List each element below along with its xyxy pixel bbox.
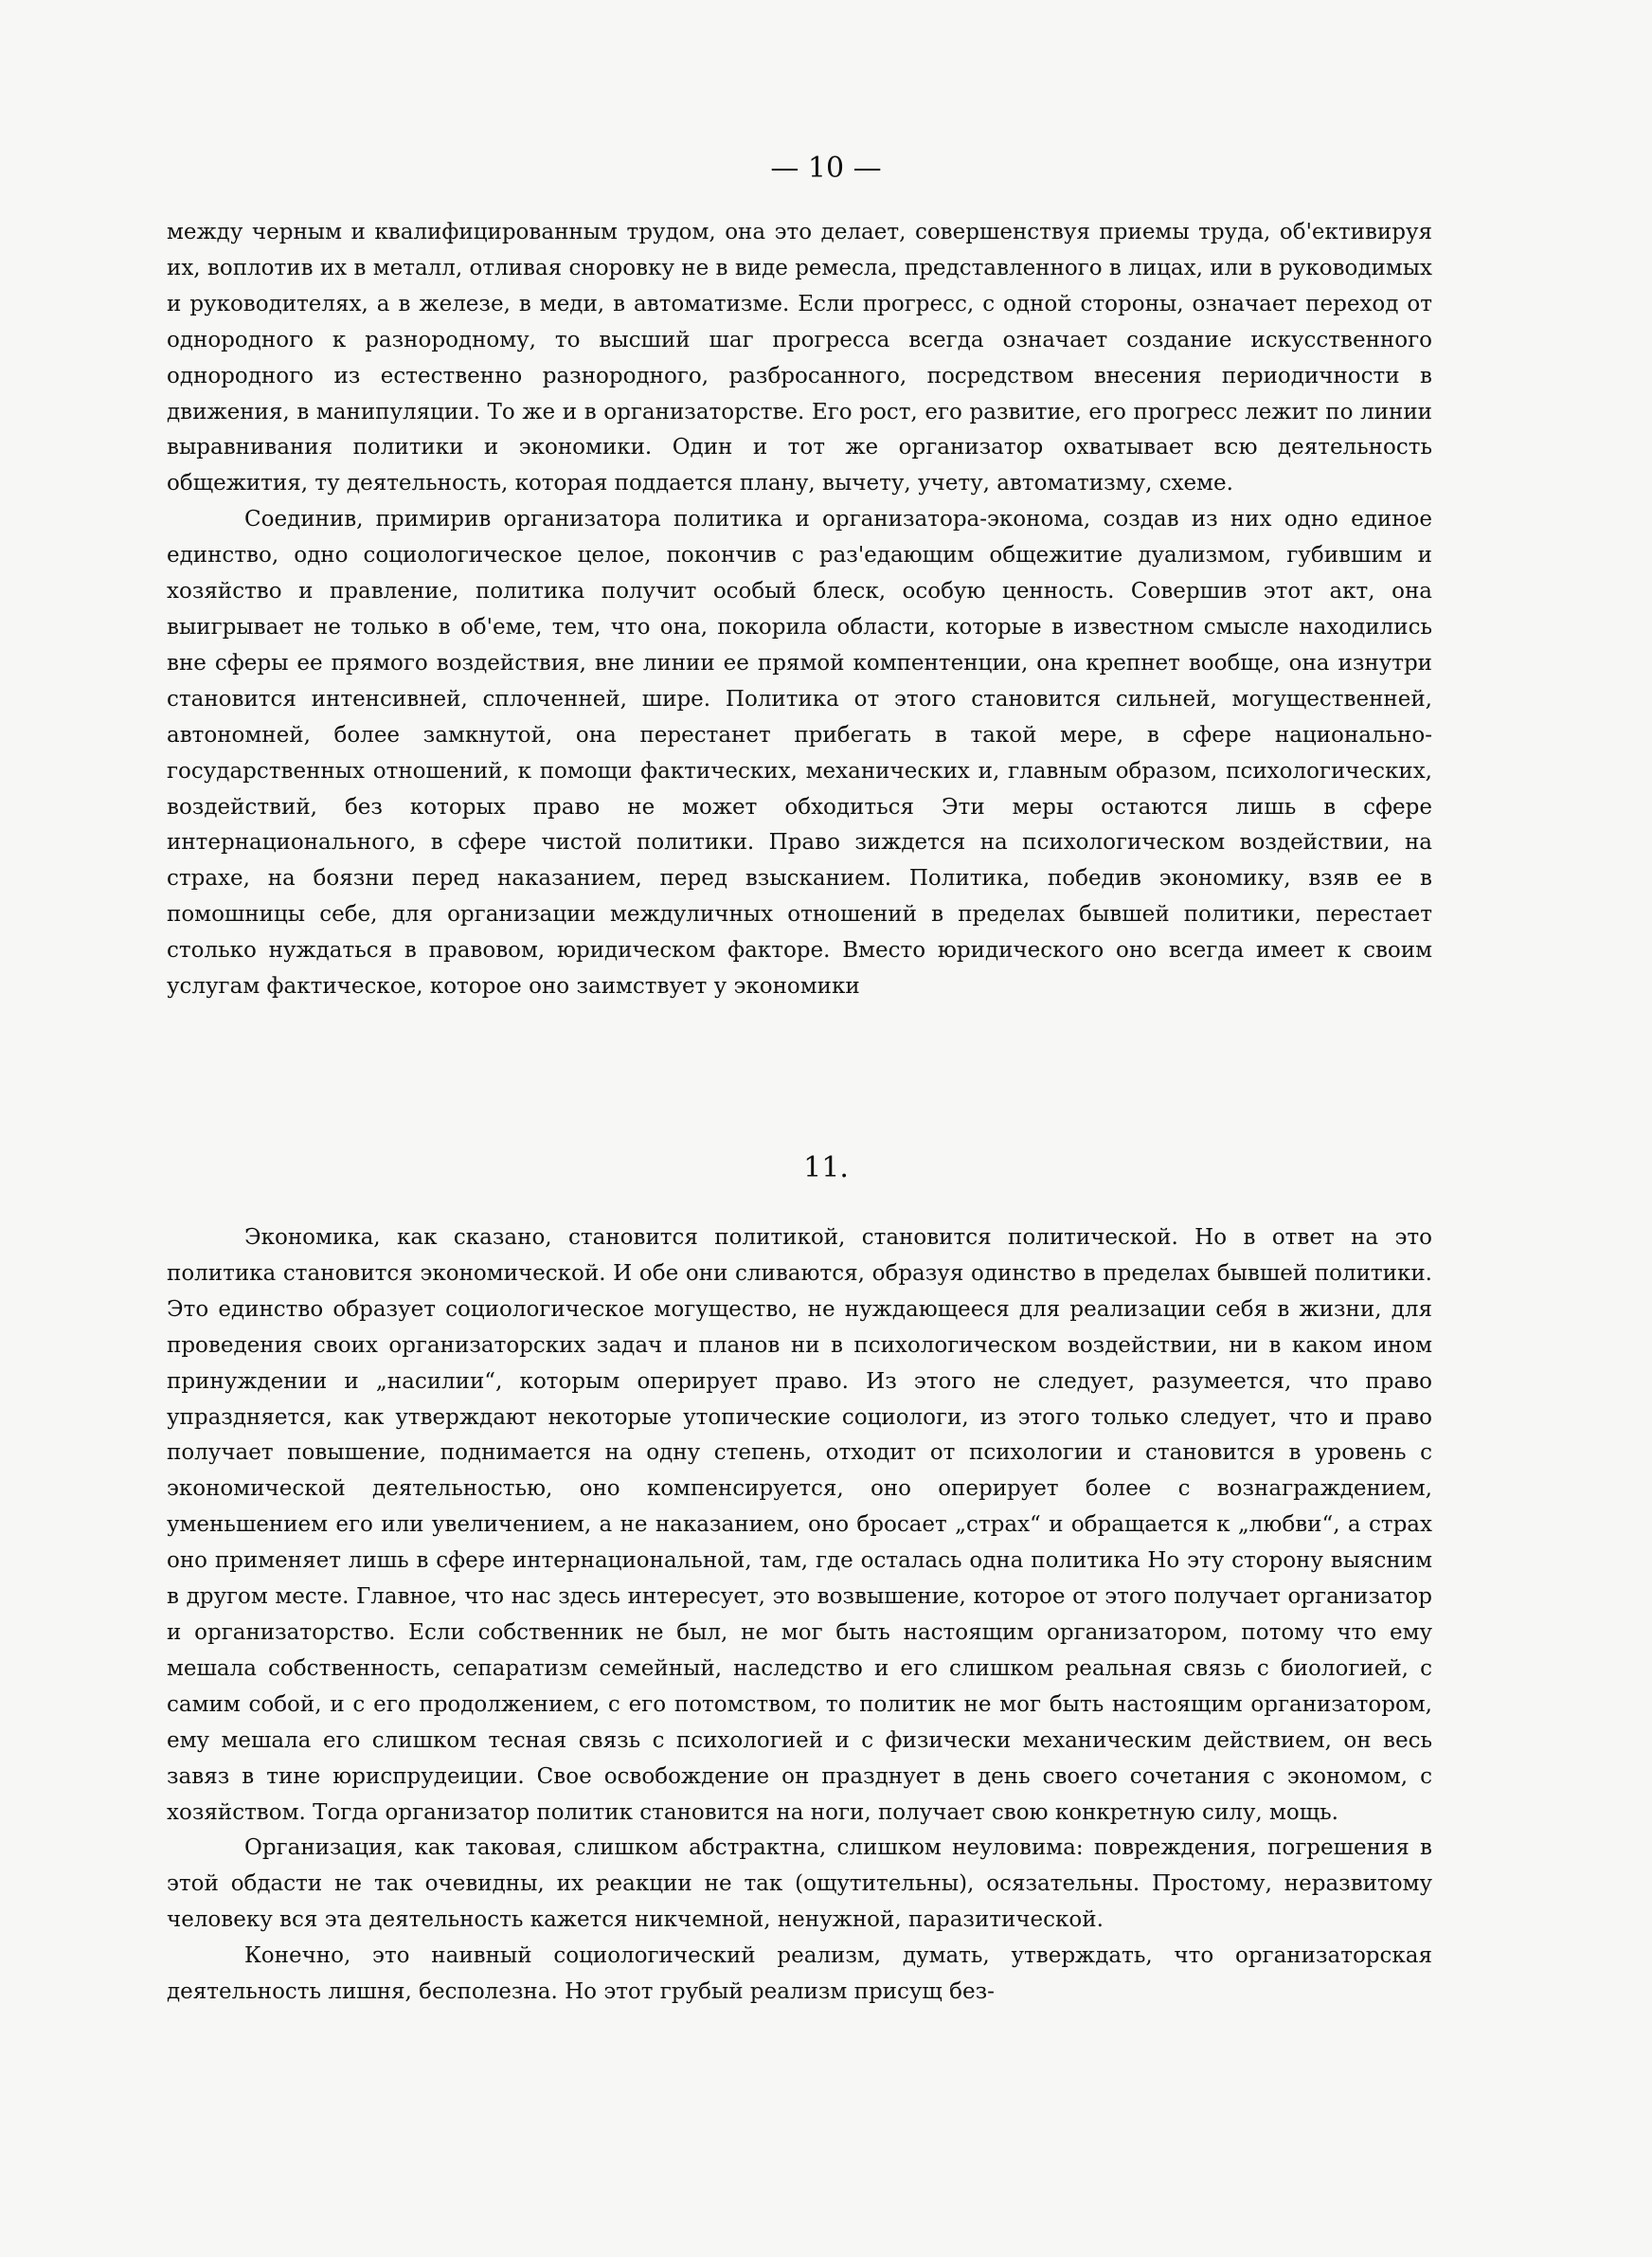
paragraph: Экономика, как сказано, становится политикой, становится политической. Но в ответ на это политика становится экономической. И обе они сливаются, образуя одинство в пределах бывшей политики. Это единство образует социологическое могущество, не нуждающееся для реализации себя в жизни, для проведения своих организаторских задач и планов ни в психологическом воздействии, ни в каком ином принуждении и „насилии“, которым оперирует право. Из этого не следует, разумеется, что право упраздняется, как утверждают некоторые утопические социологи, из этого только следует, что и право получает повышение, поднимается на одну степень, отходит от психологии и становится в уровень с экономической деятельностью, оно компенсируется, оно оперирует более с вознаграждением, уменьшением его или увеличением, а не наказанием, оно бросает „страх“ и обращается к „любви“, а страх оно применяет лишь в сфере интернациональной, там, где осталась одна политика Но эту сторону выясним в другом месте. Главное, что нас здесь интересует, это возвышение, которое от этого получает организатор и организаторство. Если собственник не был, не мог быть настоящим организатором, потому что ему мешала собственность, сепаратизм семейный, наследство и его слишком реальная связь с биологией, с самим собой, и с его продолжением, с его потомством, то политик не мог быть настоящим организатором, ему мешала его слишком тесная связь с психологией и с физически механическим действием, он весь завяз в тине юриспрудеиции. Свое освобождение он празднует в день своего сочетания с экономом, с хозяйством. Тогда организатор политик становится на ноги, получает свою конкретную силу, мощь. (167, 1225, 1432, 1825)
section-number: 11. (803, 1151, 849, 1184)
paragraph: между черным и квалифицированным трудом, она это делает, совершенствуя приемы труда, об'ективируя их, воплотив их в металл, отливая сноровку не в виде ремесла, представленного в лицах, или в руководимых и руководителях, а в железе, в меди, в автоматизме. Если прогресс, с одной стороны, означает переход от однородного к разнородному, то высший шаг прогресса всегда означает создание искусственного однородного из естественно разнородного, разбросанного, посредством внесения периодичности в движения, в манипуляции. То же и в организаторстве. Его рост, его развитие, его прогресс лежит по линии выравнивания политики и экономики. Один и тот же организатор охватывает всю деятельность общежития, ту деятельность, которая поддается плану, вычету, учету, автоматизму, схеме. (167, 220, 1432, 497)
paragraph: Соединив, примирив организатора политика и организатора-эконома, создав из них одно единое единство, одно социологическое целое, покончив с раз'едающим общежитие дуализмом, губившим и хозяйство и правление, политика получит особый блеск, особую ценность. Совершив этот акт, она выигрывает не только в об'еме, тем, что она, покорила области, которые в известном смысле находились вне сферы ее прямого воздействия, вне линии ее прямой компентенции, она крепнет вообще, она изнутри становится интенсивней, сплоченней, шире. Политика от этого становится сильней, могущественней, автономней, более замкнутой, она перестанет прибегать в такой мере, в сфере национально-государственных отношений, к помощи фактических, механических и, главным образом, психологических, воздействий, без которых право не может обходиться Эти меры остаются лишь в сфере интернационального, в сфере чистой политики. Право зиждется на психологическом воздействии, на страхе, на боязни перед наказанием, перед взысканием. Политика, победив экономику, взяв ее в помошницы себе, для организации междуличных отношений в пределах бывшей политики, перестает столько нуждаться в правовом, юридическом факторе. Вместо юридического оно всегда имеет к своим услугам фактическое, которое оно заимствует у экономики (167, 507, 1432, 1000)
text-block-top (167, 215, 1432, 1005)
text-block-bottom (167, 1220, 1432, 2011)
paragraph: Конечно, это наивный социологический реализм, думать, утверждать, что организаторская деятельность лишня, бесполезна. Но этот грубый реализм присущ без- (167, 1943, 1432, 2005)
paragraph: Организация, как таковая, слишком абстрактна, слишком неуловима: повреждения, погрешения в этой обдасти не так очевидны, их реакции не так (ощутительны), осязательны. Простому, неразвитому человеку вся эта деятельность кажется никчемной, ненужной, паразитической. (167, 1835, 1432, 1933)
page-number: — 10 — (770, 152, 882, 185)
